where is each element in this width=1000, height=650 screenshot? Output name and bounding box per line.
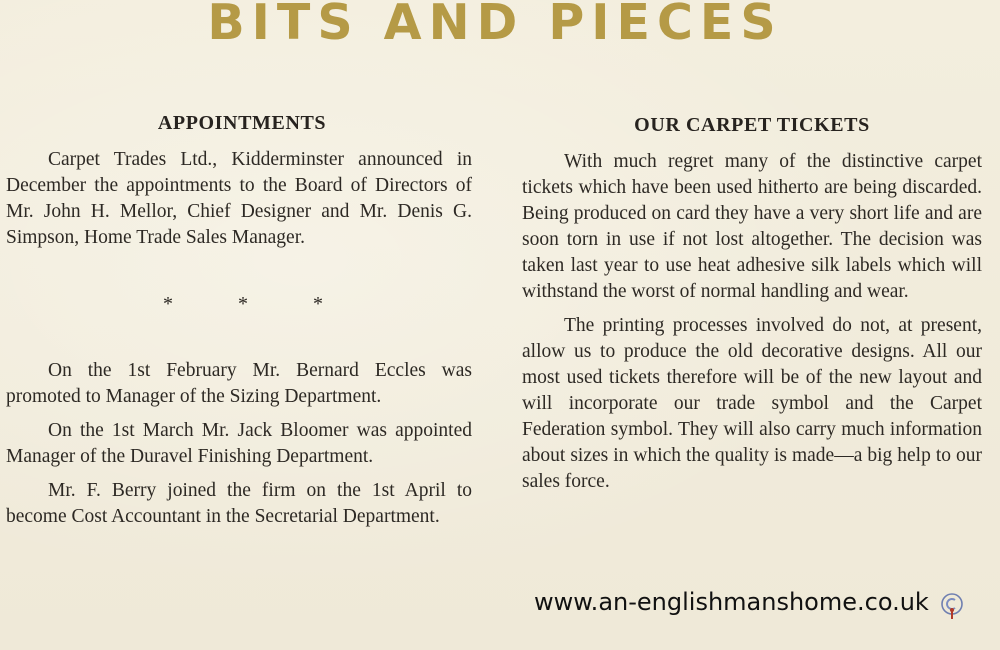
separator-asterisk: * [238,293,248,315]
carpet-tickets-paragraph-1: With much regret many of the distinctive carpet tickets which have been used hitherto are being discarded. Being produced on card they have a very short life and are soon torn in use if not lost altogether. The decision was taken last year to use heat adhesive silk labels which will withstand the worst of normal handling and wear. [522,151,982,302]
page-title: BITS AND PIECES [207,0,783,51]
appointments-paragraph-2: On the 1st February Mr. Bernard Eccles was promoted to Manager of the Sizing Department. [6,360,472,407]
website-watermark: www.an-englishmanshome.co.uk [534,588,929,616]
appointments-heading: APPOINTMENTS [157,112,327,134]
appointments-paragraph-3: On the 1st March Mr. Jack Bloomer was appointed Manager of the Duravel Finishing Department. [6,420,472,467]
appointments-column [6,112,472,530]
carpet-tickets-column [522,114,982,495]
carpet-tickets-heading: OUR CARPET TICKETS [634,114,870,136]
separator-asterisk: * [313,293,323,315]
separator-asterisk: * [163,293,173,315]
section-separator [6,293,472,316]
appointments-paragraph-1: Carpet Trades Ltd., Kidderminster announced in December the appointments to the Board of Directors of Mr. John H. Mellor, Chief Designer and Mr. Denis G. Simpson, Home Trade Sales Manager. [6,149,472,248]
appointments-paragraph-4: Mr. F. Berry joined the firm on the 1st April to become Cost Accountant in the Secretarial Department. [6,480,472,527]
site-logo-icon [938,592,966,620]
carpet-tickets-paragraph-2: The printing processes involved do not, at present, allow us to produce the old decorative designs. All our most used tickets therefore will be of the new layout and will incorporate our trade symbol and the Carpet Federation symbol. They will also carry much information about sizes in which the quality is made—a big help to our sales force. [522,315,982,492]
